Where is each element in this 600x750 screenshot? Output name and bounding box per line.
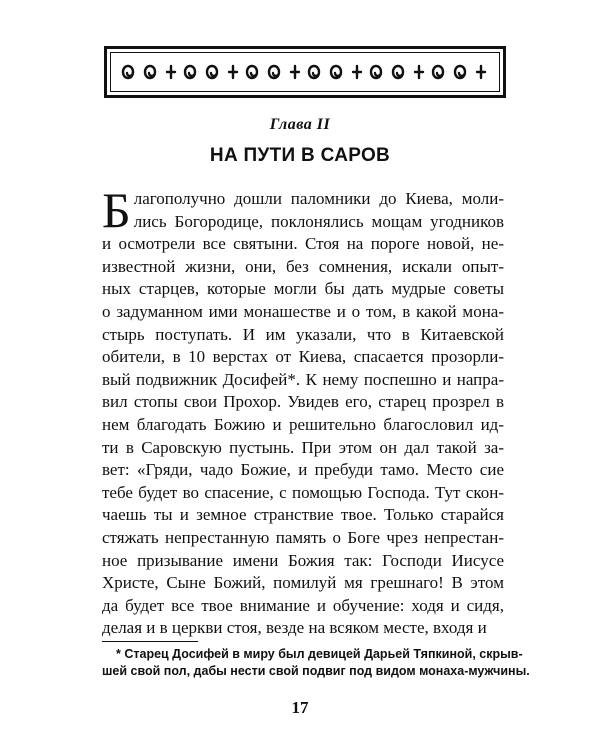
text-line: да будет все твое внимание и обучение: ходя и сидя, [102,595,504,615]
footnote [102,646,530,680]
text-line: тебе будет во спасение, с помощью Господа. Тут скон- [102,482,504,502]
text-line: нем благодать Божию и решительно благословил ид- [102,414,504,434]
text-line: известной жизни, они, без сомнения, искали опыт- [102,256,504,276]
text-line: лись Богородице, поклонялись мощам угодников [133,211,504,231]
text-line: ное призывание имени Божия так: Господи Иисусе [102,550,504,570]
text-line: Христе, Сыне Божий, помилуй мя грешнаго! В этом [102,573,504,593]
body-text [102,182,504,640]
text-line: вый подвижник Досифей*. К нему поспешно и напра- [102,369,504,389]
text-line: лагополучно дошли паломники до Киева, моли- [133,189,504,208]
chapter-title: НА ПУТИ В САРОВ [209,145,391,166]
text-line: ти в Саровскую пустынь. При этом он дал такой за- [102,437,504,457]
footnote-line: * Старец Досифей в миру был девицей Дарьей Тяпкиной, скрыв- [116,647,523,661]
footnote-divider [102,641,198,642]
text-line: стяжать непрестанную память о Боге чрез непрестан- [102,527,504,547]
text-line: и осмотрели все святыни. Стоя на пороге новой, не- [102,234,504,254]
text-line: вил стопы свои Прохор. Увидев его, старец прозрел в [102,392,504,412]
text-line: о задуманном ими монашестве и о том, в какой мона- [102,301,504,321]
chapter-label: Глава II [269,116,331,133]
text-line: вет: «Гряди, чадо Божие, и пребуди тамо. Место сие [102,460,504,480]
footnote-line: шей свой пол, дабы нести свой подвиг под видом монаха-мужчины. [102,664,530,678]
text-line: ных старцев, которые могли бы дать мудрые советы [102,279,504,299]
text-line: делая и в церкви стоя, везде на всяком месте, входя и [102,618,487,638]
ornament-pattern-icon [115,57,495,87]
text-line: обители, в 10 верстах от Киева, спасается прозорли- [102,347,504,367]
page-number: 17 [291,698,309,717]
decorative-header-ornament [104,46,506,98]
drop-cap: Б [102,182,131,238]
text-line: чаешь ты и земное странствие твое. Только старайся [102,505,504,525]
text-line: стырь поступать. И им указали, что в Китаевской [102,324,504,344]
